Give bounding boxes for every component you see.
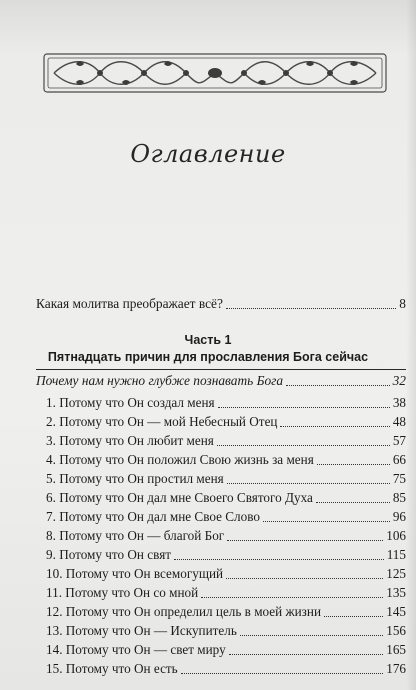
dot-leader [317, 464, 390, 465]
toc-entry-title: 11. Потому что Он со мной [46, 585, 199, 600]
toc-entry-page: 85 [392, 490, 406, 505]
dot-leader [226, 308, 396, 309]
dot-leader [226, 578, 383, 579]
toc-entry-title: 3. Потому что Он любит меня [46, 433, 214, 448]
toc-entry [46, 566, 406, 582]
toc-entry-page: 96 [392, 509, 406, 524]
toc-entry-title: 1. Потому что Он создал меня [46, 395, 215, 410]
toc-entry [46, 433, 406, 449]
dot-leader [174, 559, 384, 560]
toc-entry-page: 165 [386, 642, 406, 657]
toc-entry-title: 4. Потому что Он положил Свою жизнь за меня [46, 452, 314, 467]
dot-leader [240, 635, 383, 636]
toc-entry-page: 57 [392, 433, 406, 448]
toc-entry-page: 8 [399, 296, 406, 311]
dot-leader [217, 445, 390, 446]
toc-entry-title: 5. Потому что Он простил меня [46, 471, 224, 486]
toc-entry [46, 642, 406, 658]
toc-entry-page: 176 [386, 661, 406, 676]
dot-leader [324, 616, 383, 617]
toc-entry-title: 8. Потому что Он — благой Бог [46, 528, 225, 543]
toc-entry-page: 115 [386, 547, 406, 562]
toc-entry-title: 12. Потому что Он определил цель в моей жизни [46, 604, 322, 619]
dot-leader [280, 426, 389, 427]
toc-entry-title: 7. Потому что Он дал мне Свое Слово [46, 509, 260, 524]
dot-leader [227, 540, 383, 541]
toc-entry [46, 547, 406, 563]
dot-leader [227, 483, 390, 484]
dot-leader [229, 654, 384, 655]
toc-entry [46, 471, 406, 487]
dot-leader [201, 597, 383, 598]
decorative-ornament-icon [40, 50, 390, 96]
page-edge-shadow [406, 0, 416, 690]
toc-entry-page: 32 [392, 373, 406, 388]
toc-entry-title: Почему нам нужно глубже познавать Бога [36, 373, 284, 388]
toc-entry-page: 48 [392, 414, 406, 429]
toc-entry [46, 490, 406, 506]
page-title: Оглавление [130, 140, 286, 168]
toc-entry-page: 66 [392, 452, 406, 467]
toc-entry-title: 13. Потому что Он — Искупитель [46, 623, 237, 638]
bleed-through-text [30, 4, 396, 44]
dot-leader [218, 407, 390, 408]
toc-entry-intro [36, 296, 406, 312]
toc-entry-title: 2. Потому что Он — мой Небесный Отец [46, 414, 278, 429]
toc-entry [46, 623, 406, 639]
toc-entry-page: 125 [386, 566, 406, 581]
toc-entry-page: 75 [392, 471, 406, 486]
toc-entry-page: 145 [386, 604, 406, 619]
toc-entry-section-intro [36, 373, 406, 389]
bleed-through-ghost-text [60, 110, 386, 300]
toc-entry-title: 9. Потому что Он свят [46, 547, 172, 562]
toc-entry-page: 106 [386, 528, 406, 543]
part-label: Часть 1 [184, 333, 232, 347]
toc-entry-page: 38 [392, 395, 406, 410]
dot-leader [181, 673, 384, 674]
toc-entry-title: 14. Потому что Он — свет миру [46, 642, 226, 657]
toc-entry-title: Какая молитва преображает всё? [36, 296, 223, 311]
toc-entry-title: 15. Потому что Он есть [46, 661, 178, 676]
toc-entry-page: 156 [386, 623, 406, 638]
toc-entry [46, 585, 406, 601]
dot-leader [263, 521, 390, 522]
toc-entry-title: 6. Потому что Он дал мне Своего Святого Духа [46, 490, 313, 505]
toc-entry [46, 661, 406, 677]
toc-entry [46, 395, 406, 411]
toc-entry-title: 10. Потому что Он всемогущий [46, 566, 224, 581]
toc-entry [46, 604, 406, 620]
toc-entry [46, 509, 406, 525]
divider [36, 369, 406, 370]
toc-entry [46, 528, 406, 544]
toc-entry-page: 135 [386, 585, 406, 600]
toc-entry [46, 414, 406, 430]
part-title: Пятнадцать причин для прославления Бога сейчас [47, 350, 369, 364]
dot-leader [316, 502, 390, 503]
toc-entry [46, 452, 406, 468]
dot-leader [286, 385, 390, 386]
